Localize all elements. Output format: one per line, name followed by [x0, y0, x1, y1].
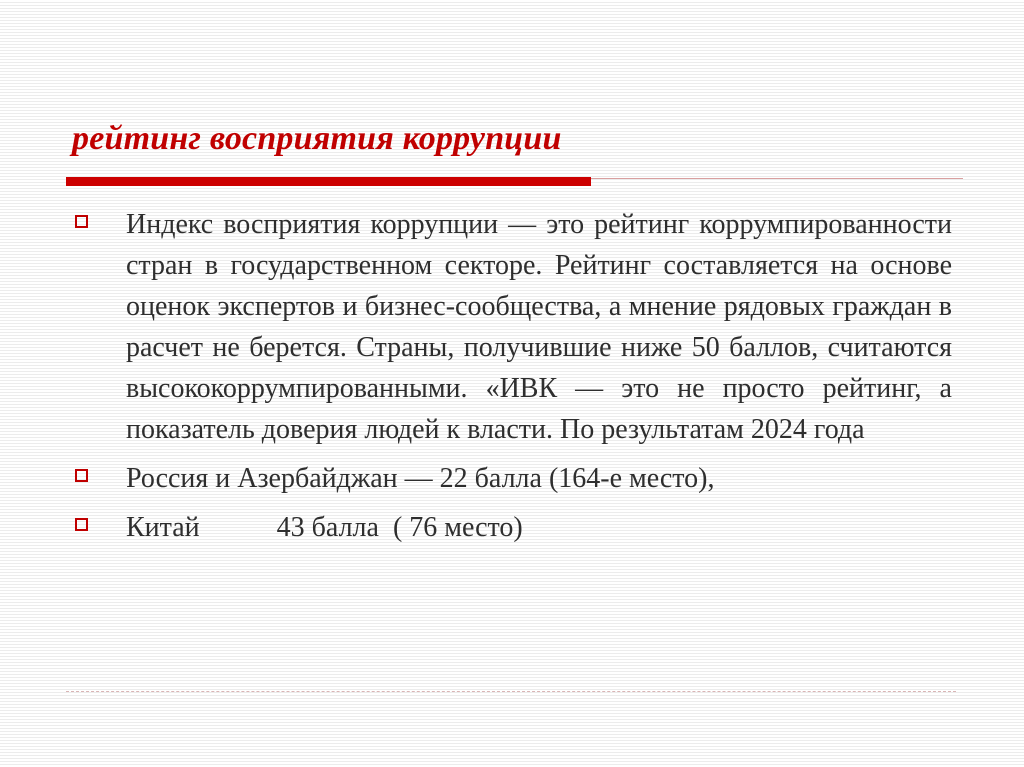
- bullet-item-definition: [72, 204, 959, 450]
- hollow-square-icon: [75, 469, 88, 482]
- slide-title: рейтинг восприятия коррупции: [72, 120, 562, 157]
- bullet-text: Индекс восприятия коррупции — это рейтинг коррумпированности стран в государственном секторе. Рейтинг составляется на основе оценок экспертов и бизнес-сообщества, а мнение рядовых граждан в расчет не берется. Страны, получившие ниже 50 баллов, считаются высококоррумпированными. «ИВК — это не просто рейтинг, а показатель доверия людей к власти. По результатам 2024 года: [126, 209, 959, 445]
- title-underline-thin-line: [591, 178, 963, 179]
- bullet-text: Китай 43 балла ( 76 место): [126, 512, 523, 543]
- footer-divider: [66, 691, 956, 692]
- title-underline-bar: [66, 177, 591, 186]
- hollow-square-icon: [75, 518, 88, 531]
- bullet-item-russia-azerbaijan: [72, 458, 952, 499]
- bullet-list: [72, 204, 959, 548]
- hollow-square-icon: [75, 215, 88, 228]
- bullet-text: Россия и Азербайджан — 22 балла (164-е место),: [126, 463, 715, 494]
- bullet-item-china: [72, 507, 952, 548]
